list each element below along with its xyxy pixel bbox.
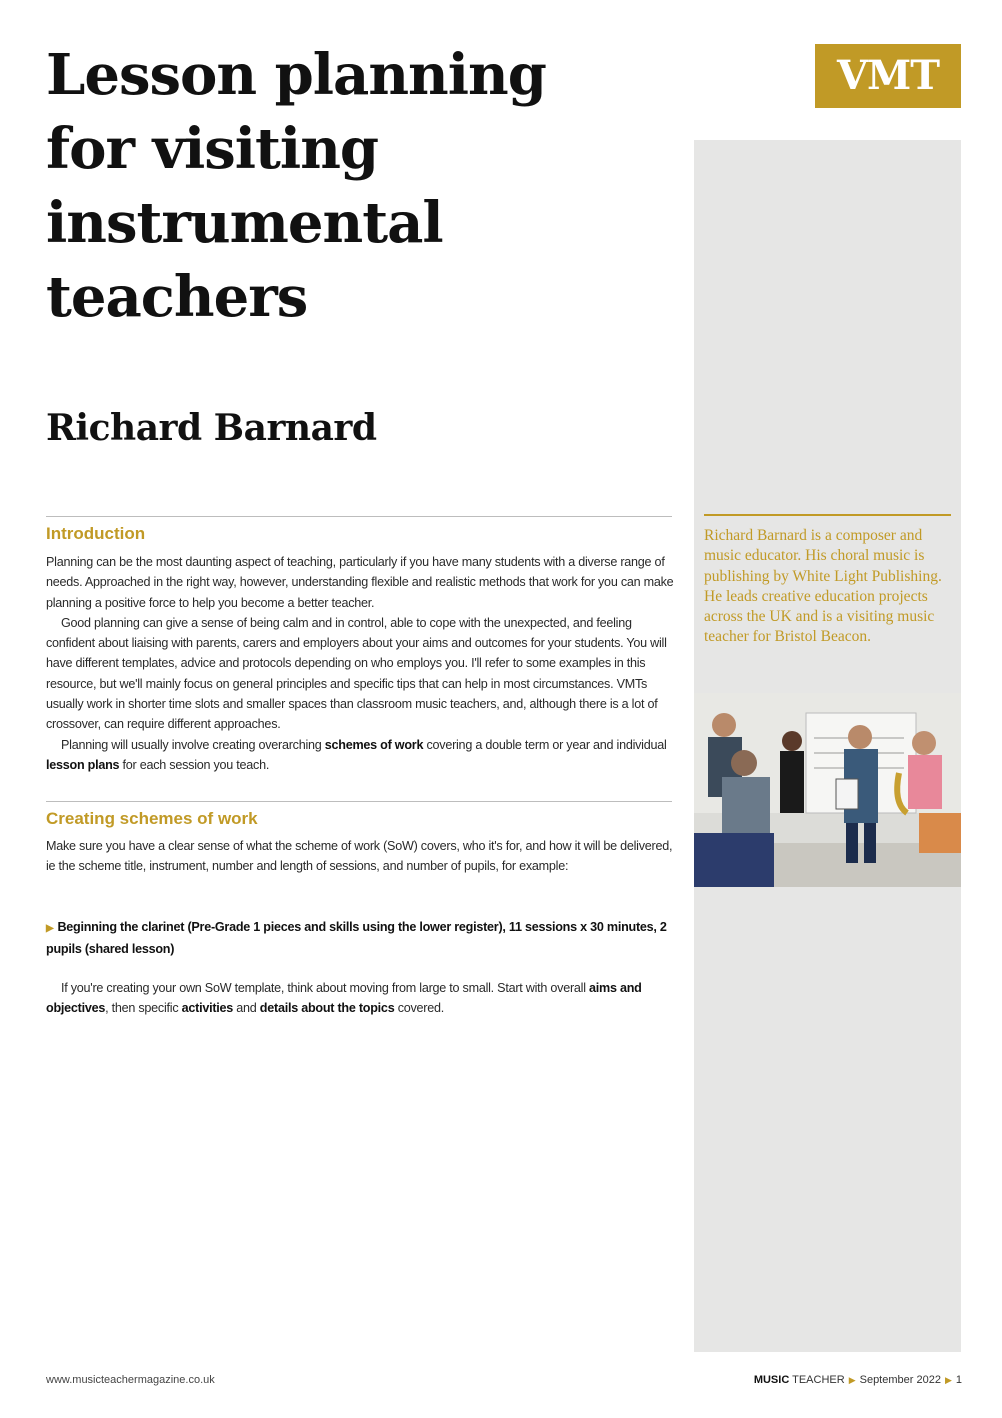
bold-term: details about the topics — [259, 1001, 395, 1016]
sidebar-divider — [704, 514, 951, 516]
bullet-arrow-icon: ▶ — [46, 923, 54, 934]
paragraph: Planning can be the most daunting aspect of teaching, particularly if you have many students with a diverse range of needs. Approached in the right way, however, understanding flexible and realistic methods that work for you can make planning a positive force to help you become a better teacher. — [46, 555, 674, 610]
paragraph: Planning will usually involve creating overarching schemes of work covering a double term or year and individual lesson plans for each session you teach. — [46, 737, 667, 772]
bold-term: schemes of work — [324, 737, 424, 752]
title-line: teachers — [46, 264, 308, 330]
vmt-logo: VMT — [815, 44, 961, 108]
title-line: instrumental — [46, 190, 443, 256]
footer-arrow-icon: ▶ — [848, 1375, 856, 1385]
bullet-text: Beginning the clarinet (Pre-Grade 1 pieces and skills using the lower register), 11 sessions x 30 minutes, 2 pupils (shared lesson) — [46, 920, 667, 957]
bold-term: lesson plans — [46, 757, 120, 772]
paragraph: Good planning can give a sense of being calm and in control, able to cope with the unexpected, and feeling confident about liaising with parents, carers and employers about your aims and outcomes for your students. You will have different templates, advice and protocols depending on who employs you. I'll refer to some examples in this resource, but we'll mainly focus on general principles and specific tips that can help in most circumstances. VMTs usually work in shorter time slots and smaller spaces than classroom music teachers, and, although there is a lot of crossover, can require different approaches. — [46, 615, 667, 732]
page-number: 1 — [955, 1374, 962, 1386]
magazine-name-rest: TEACHER — [789, 1374, 845, 1386]
section-divider — [46, 516, 672, 517]
issue-date: September 2022 — [859, 1374, 941, 1386]
introduction-heading: Introduction — [46, 524, 146, 543]
author-name: Richard Barnard — [46, 407, 377, 449]
classroom-photo-illustration — [694, 693, 961, 887]
bold-term: aims and objectives — [46, 981, 642, 1016]
footer-publication — [754, 1374, 962, 1386]
paragraph: If you're creating your own SoW template, think about moving from large to small. Start with overall aims and objectives, then specific activities and details about the topics covered. — [46, 981, 642, 1016]
schemes-body-continued — [46, 978, 674, 1019]
title-line: for visiting — [46, 116, 379, 182]
teaching-photo — [694, 693, 961, 887]
paragraph: Make sure you have a clear sense of what the scheme of work (SoW) covers, who it's for, and how it will be delivered, ie the scheme title, instrument, number and length of sessions, and number of pupils, for example: — [46, 839, 673, 874]
footer-url[interactable]: www.musicteachermagazine.co.uk — [46, 1374, 215, 1386]
author-bio: Richard Barnard is a composer and music educator. His choral music is publishing by White Light Publishing. He leads creative education projects across the UK and is a visiting music teacher for Bristol Beacon. — [704, 527, 942, 646]
title-line: Lesson planning — [46, 42, 546, 108]
bold-term: activities — [181, 1001, 234, 1016]
article-title — [46, 38, 646, 334]
schemes-body — [46, 836, 674, 877]
example-bullet — [46, 917, 674, 960]
introduction-body — [46, 552, 674, 775]
section-divider — [46, 801, 672, 802]
magazine-name-bold: MUSIC — [753, 1374, 790, 1386]
schemes-heading: Creating schemes of work — [46, 809, 258, 828]
footer-arrow-icon: ▶ — [944, 1375, 952, 1385]
